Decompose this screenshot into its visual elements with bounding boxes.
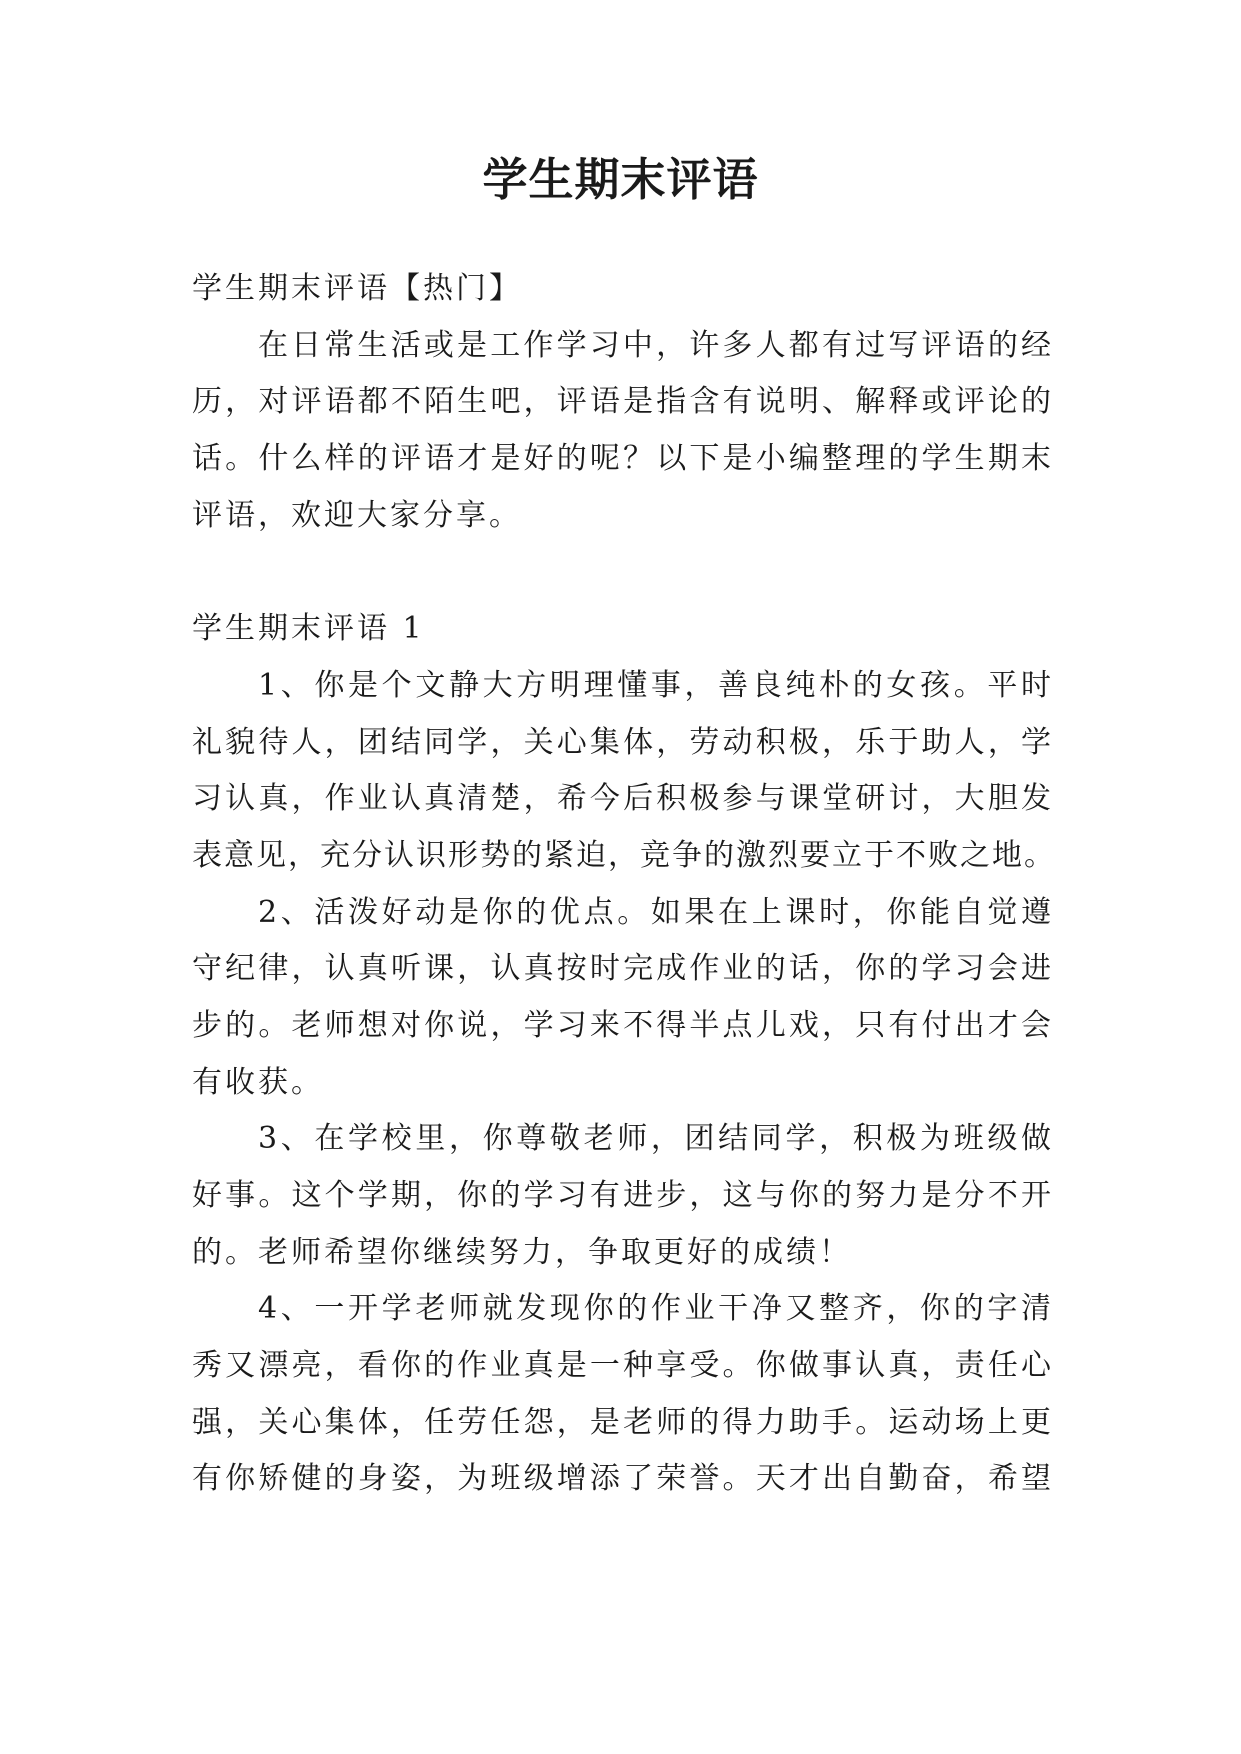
comment-item-2	[192, 885, 1054, 1112]
paragraph-line: 3、在学校里，你尊敬老师，团结同学，积极为班级做	[258, 1121, 1054, 1157]
paragraph-line: 有你矫健的身姿，为班级增添了荣誉。天才出自勤奋，希望	[192, 1461, 1054, 1497]
paragraph-line: 礼貌待人，团结同学，关心集体，劳动积极，乐于助人，学	[192, 724, 1054, 760]
paragraph-line: 在日常生活或是工作学习中，许多人都有过写评语的经	[258, 327, 1054, 363]
paragraph-spacer	[192, 544, 1054, 601]
comment-item-3	[192, 1111, 1054, 1281]
paragraph-line: 习认真，作业认真清楚，希今后积极参与课堂研讨，大胆发	[192, 781, 1054, 817]
document-body	[192, 261, 1054, 1508]
paragraph-line: 评语，欢迎大家分享。	[192, 497, 522, 533]
paragraph-line: 的。老师希望你继续努力，争取更好的成绩！	[192, 1234, 852, 1270]
paragraph-line: 强，关心集体，任劳任怨，是老师的得力助手。运动场上更	[192, 1404, 1054, 1440]
paragraph-line: 表意见，充分认识形势的紧迫，竞争的激烈要立于不败之地。	[192, 837, 1054, 873]
paragraph-line: 好事。这个学期，你的学习有进步，这与你的努力是分不开	[192, 1178, 1054, 1213]
paragraph-line: 步的。老师想对你说，学习来不得半点儿戏，只有付出才会	[192, 1007, 1054, 1043]
paragraph-line: 有收获。	[192, 1064, 324, 1100]
paragraph-line: 1、你是个文静大方明理懂事，善良纯朴的女孩。平时	[258, 667, 1054, 703]
paragraph-line: 历，对评语都不陌生吧，评语是指含有说明、解释或评论的	[192, 384, 1054, 420]
paragraph-line: 4、一开学老师就发现你的作业干净又整齐，你的字清	[258, 1291, 1054, 1327]
intro-paragraph	[192, 318, 1054, 545]
paragraph-line: 守纪律，认真听课，认真按时完成作业的话，你的学习会进	[192, 951, 1054, 987]
document-title: 学生期末评语	[482, 153, 759, 206]
paragraph-line: 2、活泼好动是你的优点。如果在上课时，你能自觉遵	[258, 894, 1054, 930]
comment-item-1	[192, 658, 1054, 885]
paragraph-line: 秀又漂亮，看你的作业真是一种享受。你做事认真，责任心	[192, 1348, 1054, 1384]
section-title: 学生期末评语 1	[192, 611, 425, 647]
paragraph-line: 话。什么样的评语才是好的呢？以下是小编整理的学生期末	[192, 441, 1054, 477]
comment-item-4	[192, 1281, 1054, 1508]
section-heading: 学生期末评语【热门】	[192, 271, 522, 306]
